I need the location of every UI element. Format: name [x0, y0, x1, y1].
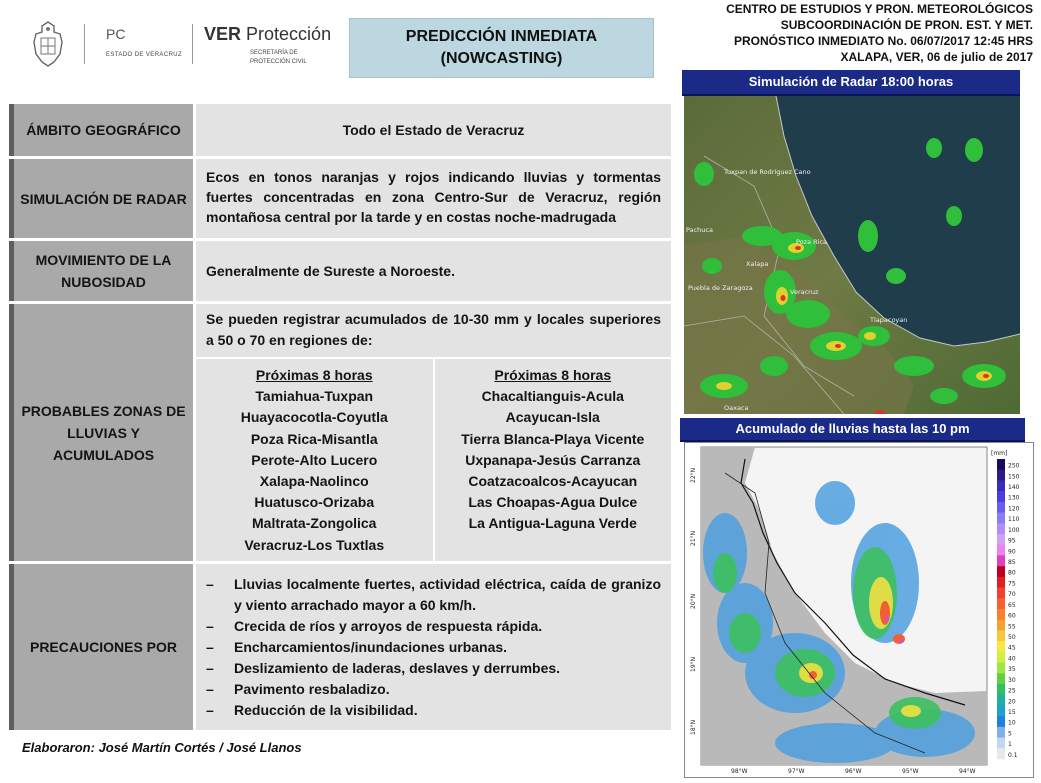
scale-swatch	[997, 748, 1005, 759]
list-item	[206, 679, 661, 700]
scale-label: 80	[1008, 569, 1016, 577]
header-line-1: CENTRO DE ESTUDIOS Y PRON. METEOROLÓGICOS	[726, 2, 1033, 16]
scale-label: 5	[1008, 730, 1012, 738]
list-item: Coatzacoalcos-Acayucan	[468, 473, 638, 490]
scale-label: 75	[1008, 580, 1016, 588]
scale-swatch	[997, 577, 1005, 588]
list-item-text: Crecida de ríos y arroyos de respuesta rápida.	[234, 618, 543, 634]
scale-label: 40	[1008, 655, 1016, 663]
scale-swatch	[997, 502, 1005, 513]
longitude-label: 95°W	[902, 768, 919, 775]
list-item	[206, 616, 661, 637]
list-item	[206, 658, 661, 679]
list-item: Las Choapas-Agua Dulce	[468, 494, 638, 511]
scale-swatch	[997, 523, 1005, 534]
row-precauciones	[9, 564, 671, 730]
pc-logo-subtitle: ESTADO DE VERACRUZ	[106, 52, 183, 58]
longitude-label: 94°W	[959, 768, 976, 775]
ver-logo-word: Protección	[246, 24, 332, 44]
row-movimiento	[9, 241, 671, 304]
longitude-label: 96°W	[845, 768, 862, 775]
scale-label: 110	[1008, 516, 1020, 524]
scale-label: 10	[1008, 719, 1016, 727]
scale-swatch	[997, 684, 1005, 695]
state-seal-icon	[30, 20, 66, 70]
scale-unit: [mm]	[991, 450, 1008, 457]
scale-label: 150	[1008, 473, 1020, 481]
scale-swatch	[997, 738, 1005, 749]
zonas-intro: Se pueden registrar acumulados de 10-30 mm y locales superiores a 50 o 70 en regiones de:	[196, 304, 671, 359]
list-item-text: Reducción de la visibilidad.	[234, 702, 418, 718]
list-item: La Antigua-Laguna Verde	[468, 515, 637, 532]
scale-label: 65	[1008, 601, 1016, 609]
bullet-dash: –	[206, 639, 214, 655]
zonas-column-1-header: Próximas 8 horas	[255, 367, 373, 383]
bullet-dash: –	[206, 576, 214, 592]
radar-place-label: Veracruz	[790, 288, 819, 296]
scale-swatch	[997, 609, 1005, 620]
scale-swatch	[997, 652, 1005, 663]
zonas-content	[196, 304, 671, 561]
zonas-column-2	[433, 359, 672, 562]
longitude-label: 98°W	[731, 768, 748, 775]
scale-swatch	[997, 491, 1005, 502]
header-line-4: XALAPA, VER, 06 de julio de 2017	[840, 50, 1033, 64]
radar-place-label: Puebla de Zaragoza	[688, 284, 753, 292]
scale-label: 30	[1008, 676, 1016, 684]
list-item: Tamiahua-Tuxpan	[255, 388, 374, 405]
bullet-dash: –	[206, 618, 214, 634]
scale-label: 90	[1008, 548, 1016, 556]
radar-map	[684, 96, 1020, 414]
radar-label: SIMULACIÓN DE RADAR	[9, 159, 196, 238]
scale-swatch	[997, 470, 1005, 481]
list-item: Huatusco-Orizaba	[254, 494, 375, 511]
latitude-label: 22°N	[690, 467, 697, 483]
list-item: Poza Rica-Misantla	[250, 430, 378, 447]
list-item: Veracruz-Los Tuxtlas	[244, 536, 385, 553]
ambito-value: Todo el Estado de Veracruz	[196, 104, 671, 156]
scale-swatch	[997, 727, 1005, 738]
scale-label: 45	[1008, 644, 1016, 652]
list-item: Tierra Blanca-Playa Vicente	[461, 430, 645, 447]
logo-divider	[84, 24, 85, 64]
radar-value: Ecos en tonos naranjas y rojos indicando lluvias y tormentas fuertes concentradas en zona Centro-Sur de Veracruz, región montañosa central por la tarde y en costas noche-madrugada	[196, 159, 671, 238]
precauciones-label: PRECAUCIONES POR	[9, 564, 196, 730]
ver-logo	[204, 24, 331, 45]
ver-logo-subtitle-2: PROTECCIÓN CIVIL	[250, 59, 307, 65]
scale-swatch	[997, 673, 1005, 684]
latitude-label: 19°N	[690, 656, 697, 672]
logo-divider	[192, 24, 193, 64]
list-item: Xalapa-Naolinco	[259, 473, 369, 490]
list-item: Uxpanapa-Jesús Carranza	[465, 451, 641, 468]
bullet-dash: –	[206, 681, 214, 697]
scale-label: 100	[1008, 526, 1020, 534]
radar-place-label: Oaxaca	[724, 404, 749, 412]
zonas-label: PROBABLES ZONAS DE LLUVIAS Y ACUMULADOS	[9, 304, 196, 561]
ver-logo-mark: VER	[204, 24, 242, 44]
scale-label: 20	[1008, 698, 1016, 706]
logos	[22, 16, 342, 76]
longitude-label: 97°W	[788, 768, 805, 775]
rain-panel-title: Acumulado de lluvias hasta las 10 pm	[680, 418, 1025, 442]
scale-swatch	[997, 588, 1005, 599]
scale-label: 85	[1008, 559, 1016, 566]
bullet-dash: –	[206, 702, 214, 718]
scale-swatch	[997, 705, 1005, 716]
scale-swatch	[997, 555, 1005, 566]
movimiento-value: Generalmente de Sureste a Noroeste.	[196, 241, 671, 301]
page-title-line-2: (NOWCASTING)	[440, 50, 563, 67]
list-item: Maltrata-Zongolica	[252, 515, 377, 532]
scale-label: 0.1	[1008, 751, 1018, 759]
radar-place-label: Poza Rica	[796, 238, 828, 246]
scale-swatch	[997, 459, 1005, 470]
scale-label: 50	[1008, 634, 1016, 641]
scale-label: 35	[1008, 666, 1016, 674]
scale-swatch	[997, 641, 1005, 652]
list-item-text: Encharcamientos/inundaciones urbanas.	[234, 639, 508, 655]
precauciones-list	[196, 564, 671, 729]
list-item: Huayacocotla-Coyutla	[240, 409, 388, 426]
scale-label: 70	[1008, 591, 1016, 599]
header-line-2: SUBCOORDINACIÓN DE PRON. EST. Y MET.	[780, 18, 1033, 32]
scale-swatch	[997, 663, 1005, 674]
list-item: Perote-Alto Lucero	[251, 451, 378, 468]
latitude-label: 20°N	[690, 593, 697, 609]
row-zonas	[9, 304, 671, 564]
zonas-column-2-header: Próximas 8 horas	[494, 367, 612, 383]
list-item-text: Pavimento resbaladizo.	[234, 681, 390, 697]
list-item: Chacaltianguis-Acula	[481, 388, 624, 405]
scale-swatch	[997, 716, 1005, 727]
scale-label: 120	[1008, 505, 1020, 513]
scale-label: 1	[1008, 741, 1012, 749]
scale-label: 140	[1008, 484, 1020, 491]
latitude-label: 18°N	[690, 719, 697, 735]
forecast-table	[9, 104, 671, 730]
row-ambito	[9, 104, 671, 159]
scale-label: 60	[1008, 612, 1016, 620]
scale-swatch	[997, 620, 1005, 631]
scale-swatch	[997, 566, 1005, 577]
list-item	[206, 700, 661, 721]
list-item	[206, 637, 661, 658]
pc-logo: PC	[106, 26, 126, 42]
header-line-3: PRONÓSTICO INMEDIATO No. 06/07/2017 12:45 HRS	[734, 34, 1033, 48]
list-item	[206, 574, 661, 616]
precauciones-content	[196, 564, 671, 730]
scale-swatch	[997, 534, 1005, 545]
radar-map-image	[684, 96, 1020, 414]
scale-swatch	[997, 630, 1005, 641]
scale-label: 55	[1008, 623, 1016, 631]
latitude-label: 21°N	[690, 530, 697, 546]
bullet-dash: –	[206, 660, 214, 676]
list-item-text: Deslizamiento de laderas, deslaves y derrumbes.	[234, 660, 561, 676]
movimiento-label: MOVIMIENTO DE LA NUBOSIDAD	[9, 241, 196, 301]
rain-map	[684, 442, 1034, 778]
radar-place-label: Tlapacoyan	[870, 316, 908, 324]
radar-place-label: Xalapa	[746, 260, 769, 268]
credits: Elaboraron: José Martín Cortés / José Llanos	[22, 740, 302, 755]
forecast-header	[726, 1, 1033, 65]
row-radar	[9, 159, 671, 241]
scale-label: 130	[1008, 494, 1020, 502]
scale-label: 25	[1008, 687, 1016, 695]
list-item-text: Lluvias localmente fuertes, actividad eléctrica, caída de granizo y viento arrachado mayor a 60 km/h.	[234, 576, 661, 613]
scale-swatch	[997, 545, 1005, 556]
zonas-columns	[196, 359, 671, 562]
scale-label: 15	[1008, 709, 1016, 716]
color-scale	[997, 459, 1020, 759]
radar-panel-title: Simulación de Radar 18:00 horas	[682, 70, 1020, 96]
ambito-label: ÁMBITO GEOGRÁFICO	[9, 104, 196, 156]
list-item: Acayucan-Isla	[505, 409, 600, 426]
scale-label: 95	[1008, 537, 1016, 545]
page-title	[349, 18, 654, 78]
zonas-column-1	[196, 359, 433, 562]
scale-swatch	[997, 695, 1005, 706]
rain-map-image	[685, 443, 1033, 777]
radar-place-label: Pachuca	[686, 226, 713, 234]
scale-swatch	[997, 598, 1005, 609]
scale-label: 250	[1008, 462, 1020, 470]
scale-swatch	[997, 480, 1005, 491]
scale-swatch	[997, 513, 1005, 524]
radar-place-label: Tuxpan de Rodríguez Cano	[724, 168, 811, 176]
page-title-line-1: PREDICCIÓN INMEDIATA	[405, 28, 598, 45]
ver-logo-subtitle-1: SECRETARÍA DE	[250, 50, 298, 56]
